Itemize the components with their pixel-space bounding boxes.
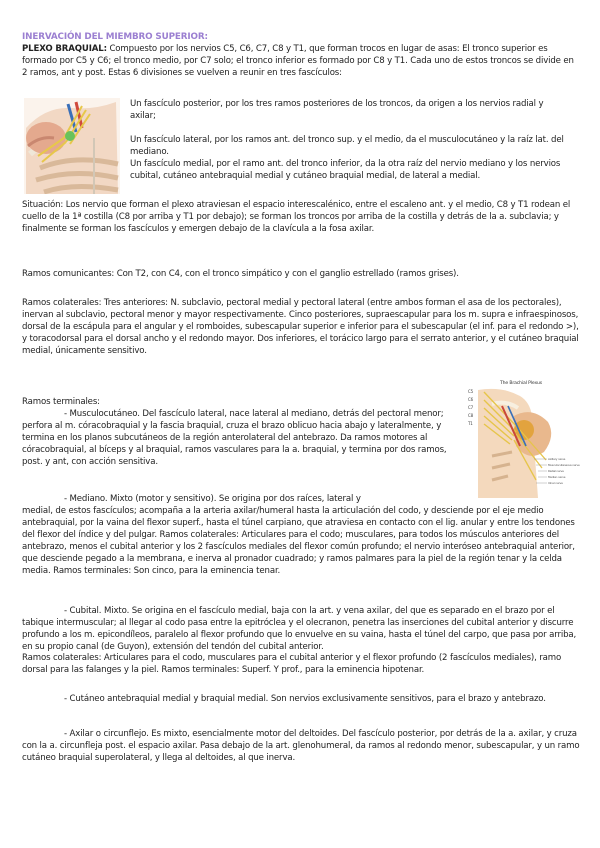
fasciculo-lateral: Un fascículo lateral, por los ramos ant. del tronco sup. y el medio, da el musculocutáneo y la raíz lat. del mediano. <box>130 135 564 158</box>
plexo-text: Compuesto por los nervios C5, C6, C7, C8 y T1, que forman trocos en lugar de asas: El tronco superior es formado por C5 y C6; el tronco medio, por C7 solo; el tronco inferior es formado por C8 y T1. Cada uno de estos troncos se divide en 2 ramos, ant y post. Estas 6 divisiones se vuelven a reunir en tres fascículos: <box>22 44 574 79</box>
cubital-paragraph <box>22 605 580 653</box>
musculocutaneo-text: - Musculocutáneo. Del fascículo lateral, nace lateral al mediano, detrás del pectoral menor; perfora al m. córacobraquial y la fascia braquial, cruza el brazo oblicuo hacia abajo y lateralmente, y termina en los planos subcutáneos de la región anterolateral del antebrazo. Da ramos motores al córacobraquial, al bíceps y al braquial, ramos vasculares para la a. braquial, y termina por dos ramos, post. y ant, con acción sensitiva. <box>22 409 447 468</box>
colaterales-paragraph: Ramos colaterales: Tres anteriores: N. subclavio, pectoral medial y pectoral lateral (entre ambos forman el asa de los pectorales), inervan al subclavio, pectoral menor y mayor respectivamente. Cinco posteriores, supraescapular para los m. supra e infraespinosos, dorsal de la escápula para el angular y el romboides, subescapular superior e inferior para el subescapular (el inf. para el redondo >), y toracodorsal para el dorsal ancho y el redondo mayor. Dos inferiores, el torácico largo para el serrato anterior, y el cutáneo braquial medial, únicamente sensitivo. <box>22 298 579 357</box>
diagram-title: The Brachial Plexus <box>499 381 543 386</box>
diagram-label-c7: C7 <box>468 405 474 410</box>
cubital-colaterales-paragraph: Ramos colaterales: Articulares para el codo, musculares para el cubital anterior y el flexor profundo (2 fascículos mediales), ramo dorsal para las falanges y la piel. Ramos terminales: Superf. Y prof., para la eminencia hipotenar. <box>22 653 562 676</box>
diagram-label-t1: T1 <box>468 421 473 426</box>
situacion-paragraph: Situación: Los nervio que forman el plexo atraviesan el espacio interescalénico, entre el escaleno ant. y el medio, C8 y T1 rodean el cuello de la 1ª costilla (C8 por arriba y T1 por debajo); se forman los troncos por arriba de la costilla y detrás de la a. subclavia; y finalmente se forman los fascículos y emergen debajo de la clavícula a la fosa axilar. <box>22 200 571 235</box>
cutaneo-paragraph <box>22 693 580 705</box>
axilar-text: - Axilar o circunflejo. Es mixto, esencialmente motor del deltoides. Del fascículo posterior, por detrás de la a. axilar, y cruza con la a. circunfleja post. el espacio axilar. Pasa debajo de la art. glenohumeral, da ramos al redondo menor, subescapular, y un ramo cutáneo braquial superolateral, y llega al deltoides, al que inerva. <box>22 729 580 764</box>
diagram-label-c5: C5 <box>468 389 474 394</box>
document-title: INERVACIÓN DEL MIEMBRO SUPERIOR: <box>22 32 208 42</box>
fasciculo-posterior: Un fascículo posterior, por los tres ramos posteriores de los troncos, da origen a los nervios radial y axilar; <box>130 99 544 122</box>
diagram-label-c8: C8 <box>468 413 474 418</box>
diagram-label-c6: C6 <box>468 397 474 402</box>
musculocutaneo-paragraph <box>22 408 458 468</box>
mediano-lead-text: - Mediano. Mixto (motor y sensitivo). Se origina por dos raíces, lateral y <box>64 494 361 504</box>
diagram-label-ulnar: Ulnar nerve <box>548 481 563 485</box>
plexo-paragraph <box>22 43 580 79</box>
axilar-paragraph <box>22 728 580 764</box>
brachial-plexus-diagram <box>462 376 580 498</box>
fasciculo-medial: Un fascículo medial, por el ramo ant. del tronco inferior, da la otra raíz del nervio mediano y los nervios cubital, cutáneo antebraquial medial y cutáneo braquial medial, de lateral a medial. <box>130 159 561 182</box>
mediano-paragraph: medial, de estos fascículos; acompaña a la arteria axilar/humeral hasta la articulación del codo, y desciende por el eje medio antebraquial, por la vaina del flexor superf., hasta el túnel carpiano, que atraviesa en contacto con el lig. anular y entre los tendones del flexor del índice y del pulgar. Ramos colaterales: Articulares para el codo; musculares, para todos los músculos anteriores del antebrazo, menos el cubital anterior y los 2 fascículos mediales del flexor común profundo; el nervio interóseo antebraquial anterior, que desciende pegado a la membrana, e inerva al pronador cuadrado; y ramos palmares para la piel de la región tenar y la celda media. Ramos terminales: Son cinco, para la eminencia tenar. <box>22 506 575 577</box>
cutaneo-text: - Cutáneo antebraquial medial y braquial medial. Son nervios exclusivamente sensitivos, para el brazo y antebrazo. <box>64 694 546 704</box>
cubital-text: - Cubital. Mixto. Se origina en el fascículo medial, baja con la art. y vena axilar, del que es separado en el brazo por el tabique intermuscular; al llegar al codo pasa entre la epitróclea y el olecranon, penetra las inserciones del cubital anterior y discurre profundo a los m. epicondíleos, paralelo al flexor profundo que lo envuelve en su vaina, hasta el túnel del carpo, que pasa por arriba, en su propio canal (de Guyon), extensión del tendón del cubital anterior. <box>22 606 577 653</box>
shoulder-anatomy-illustration <box>24 98 120 194</box>
plexo-label: PLEXO BRAQUIAL: <box>22 44 107 54</box>
diagram-label-median: Median nerve <box>548 475 566 479</box>
diagram-label-axillary: Axillary nerve <box>548 457 566 461</box>
terminales-heading: Ramos terminales: <box>22 397 100 407</box>
diagram-label-radial: Radial nerve <box>548 469 564 473</box>
mediano-lead <box>22 493 452 505</box>
diagram-label-musculocutaneous: Musculocutaneous nerve <box>548 463 580 467</box>
comunicantes-paragraph: Ramos comunicantes: Con T2, con C4, con el tronco simpático y con el ganglio estrellado (ramos grises). <box>22 269 459 279</box>
